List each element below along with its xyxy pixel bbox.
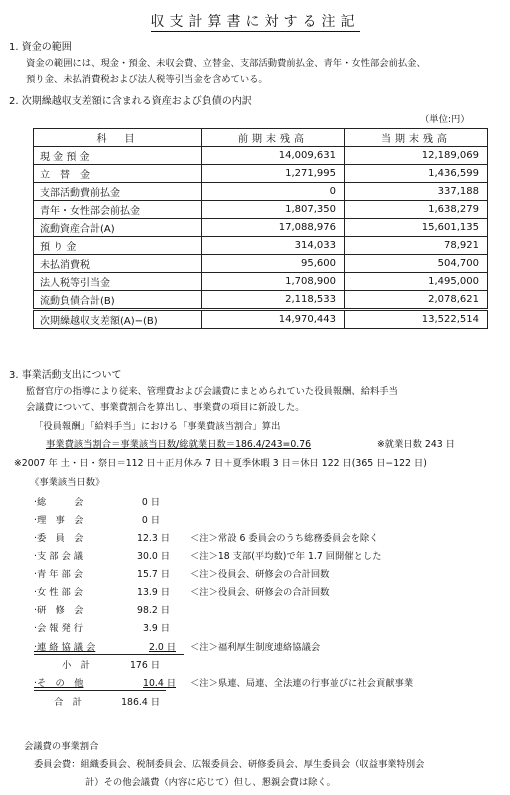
section3-heading: 3. 事業活動支出について (9, 370, 122, 381)
cell-account: 流動資産合計(A) (34, 219, 202, 237)
day-item-label: 合 計 (54, 697, 82, 708)
cell-current: 78,921 (345, 237, 488, 255)
cell-previous: 1,271,995 (202, 165, 345, 183)
cell-current: 2,078,621 (345, 291, 488, 310)
cell-account: 次期繰越収支差額(A)−(B) (34, 310, 202, 329)
day-item-note: ＜注＞福利厚生制度連絡協議会 (190, 642, 321, 653)
cell-current: 15,601,135 (345, 219, 488, 237)
day-item-note: ＜注＞常設 6 委員会のうち総務委員会を除く (190, 533, 379, 544)
day-item-label: ·連 絡 協 議 会 (34, 642, 96, 653)
header-previous: 前期末残高 (202, 129, 345, 147)
ratio-formula: 事業費該当割合＝事業該当日数/総就業日数＝186.4/243=0.76 (46, 439, 312, 450)
balance-table (33, 128, 488, 329)
days-heading: 《事業該当日数》 (30, 477, 105, 488)
table-row (34, 147, 488, 165)
section3-para1: 監督官庁の指導により従来、管理費および会議費にまとめられていた役員報酬、給料手当 (26, 386, 398, 397)
day-item-label: ·理 事 会 (34, 515, 84, 526)
year-2007-note: ※2007 年 土・日・祭日＝112 日＋正月休み 7 日＋夏季休暇 3 日＝休日 122 日(365 日−122 日) (14, 458, 427, 469)
cell-previous: 17,088,976 (202, 219, 345, 237)
cell-account: 支部活動費前払金 (34, 183, 202, 201)
day-item-label: ·支 部 会 議 (34, 551, 84, 562)
day-item-value: 30.0 日 (137, 551, 170, 562)
cell-account: 青年・女性部会前払金 (34, 201, 202, 219)
table-row (34, 237, 488, 255)
cell-current: 1,638,279 (345, 201, 488, 219)
cell-current: 13,522,514 (345, 310, 488, 329)
day-item-value: 186.4 日 (121, 697, 160, 708)
day-item-label: ·青 年 部 会 (34, 569, 84, 580)
table-row (34, 273, 488, 291)
page-title: 収支計算書に対する注記 (150, 14, 360, 30)
day-item-note: ＜注＞役員会、研修会の合計回数 (190, 587, 330, 598)
day-item-label: ·そ の 他 (34, 678, 84, 689)
cell-previous: 0 (202, 183, 345, 201)
day-item-note: ＜注＞県連、局連、全法連の行事並びに社会貢献事業 (190, 678, 414, 689)
cell-account: 立 替 金 (34, 165, 202, 183)
cell-previous: 1,807,350 (202, 201, 345, 219)
unit-label: （単位:円） (420, 114, 470, 125)
section3-para2: 会議費について、事業費割合を算出し、事業費の項目に新設した。 (26, 402, 305, 413)
day-item-value: 13.9 日 (137, 587, 170, 598)
day-item-note: ＜注＞18 支部(平均数)で年 1.7 回開催とした (190, 551, 382, 562)
cell-previous: 14,970,443 (202, 310, 345, 329)
section1-line2: 預り金、未払消費税および法人税等引当金を含めている。 (26, 74, 268, 85)
meeting-heading: 会議費の事業割合 (24, 741, 99, 752)
table-row (34, 291, 488, 310)
day-item-value: 3.9 日 (142, 623, 170, 634)
day-item-note: ＜注＞役員会、研修会の合計回数 (190, 569, 330, 580)
table-row (34, 183, 488, 201)
section1-line1: 資金の範囲には、現金・預金、未収会費、立替金、支部活動費前払金、青年・女性部会前払金、 (26, 58, 426, 69)
header-current: 当期末残高 (345, 129, 488, 147)
day-item-value: 0 日 (141, 515, 160, 526)
cell-account: 未払消費税 (34, 255, 202, 273)
cell-current: 504,700 (345, 255, 488, 273)
cell-previous: 1,708,900 (202, 273, 345, 291)
day-item-value: 176 日 (130, 660, 160, 671)
cell-current: 1,495,000 (345, 273, 488, 291)
cell-previous: 314,033 (202, 237, 345, 255)
cell-previous: 14,009,631 (202, 147, 345, 165)
day-item-label: 小 計 (62, 660, 90, 671)
cell-account: 現 金 預 金 (34, 147, 202, 165)
cell-current: 12,189,069 (345, 147, 488, 165)
day-item-value: 12.3 日 (137, 533, 170, 544)
table-row (34, 219, 488, 237)
day-item-label: ·総 会 (34, 497, 84, 508)
day-item-label: ·委 員 会 (34, 533, 84, 544)
table-row (34, 255, 488, 273)
day-item-value: 2.0 日 (148, 642, 176, 653)
cell-previous: 95,600 (202, 255, 345, 273)
workdays-note: ※就業日数 243 日 (377, 439, 455, 450)
table-row (34, 165, 488, 183)
day-item-label: ·女 性 部 会 (34, 587, 84, 598)
section3-para3: 「役員報酬」「給料手当」における「事業費該当割合」算出 (34, 421, 281, 432)
meeting-line1: 委員会費：組織委員会、税制委員会、広報委員会、研修委員会、厚生委員会（収益事業特別会 (34, 759, 425, 770)
day-item-value: 0 日 (141, 497, 160, 508)
section2-heading: 2. 次期繰越収支差額に含まれる資産および負債の内訳 (9, 96, 252, 107)
table-header-row (34, 129, 488, 147)
subtotal-rule (34, 690, 166, 691)
subtotal-rule (34, 654, 184, 655)
cell-current: 1,436,599 (345, 165, 488, 183)
cell-previous: 2,118,533 (202, 291, 345, 310)
day-item-label: ·会 報 発 行 (34, 623, 84, 634)
meeting-line2: 計）その他会議費（内容に応じて）但し、懇親会費は除く。 (85, 777, 336, 788)
day-item-value: 98.2 日 (137, 605, 170, 616)
header-account: 科 目 (34, 129, 202, 147)
table-row (34, 201, 488, 219)
day-item-value: 15.7 日 (137, 569, 170, 580)
day-item-label: ·研 修 会 (34, 605, 84, 616)
day-item-value: 10.4 日 (143, 678, 176, 689)
cell-account: 法人税等引当金 (34, 273, 202, 291)
section1-heading: 1. 資金の範囲 (9, 42, 72, 53)
table-row (34, 310, 488, 329)
cell-account: 預 り 金 (34, 237, 202, 255)
cell-current: 337,188 (345, 183, 488, 201)
cell-account: 流動負債合計(B) (34, 291, 202, 310)
